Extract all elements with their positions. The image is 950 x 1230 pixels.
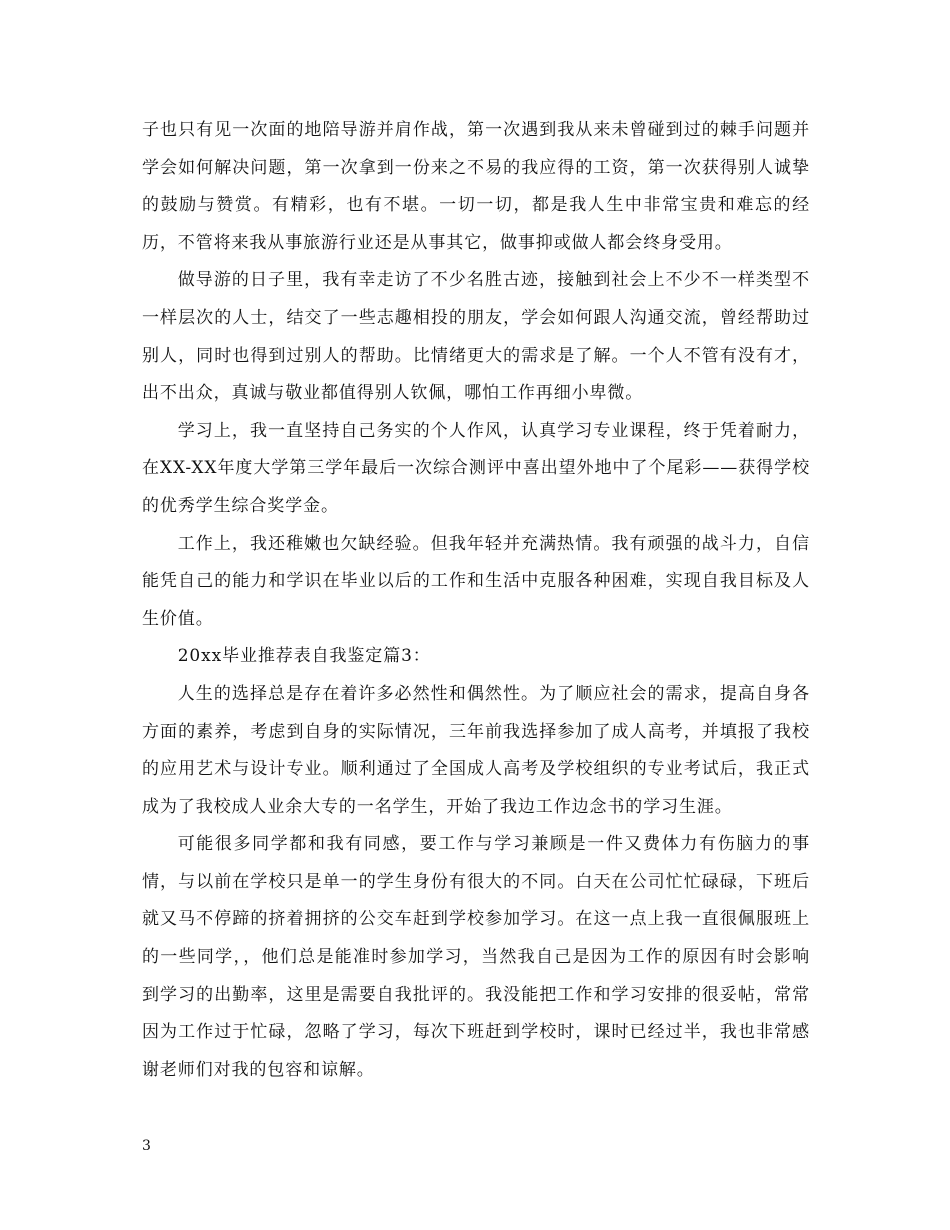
paragraph-tour-guide: 做导游的日子里，我有幸走访了不少名胜古迹，接触到社会上不少不一样类型不一样层次的人士，结交了一些志趣相投的朋友，学会如何跟人沟通交流，曾经帮助过别人，同时也得到过别人的帮助。比情绪更大的需求是了解。一个人不管有没有才，出不出众，真诚与敬业都值得别人钦佩，哪怕工作再细小卑微。 — [142, 270, 810, 404]
paragraph-study: 学习上，我一直坚持自己务实的个人作风，认真学习专业课程，终于凭着耐力，在XX-XX年度大学第三学年最后一次综合测评中喜出望外地中了个尾彩——获得学校的优秀学生综合奖学金。 — [142, 420, 810, 516]
paragraph-life-choice: 人生的选择总是存在着许多必然性和偶然性。为了顺应社会的需求，提高自身各方面的素养，考虑到自身的实际情况，三年前我选择参加了成人高考，并填报了我校的应用艺术与设计专业。顺利通过了全国成人高考及学校组织的专业考试后，我正式成为了我校成人业余大专的一名学生，开始了我边工作边念书的学习生涯。 — [142, 683, 810, 817]
paragraph-work: 工作上，我还稚嫩也欠缺经验。但我年轻并充满热情。我有顽强的战斗力，自信能凭自己的能力和学识在毕业以后的工作和生活中克服各种困难，实现自我目标及人生价值。 — [142, 533, 810, 629]
paragraph-work-study-balance: 可能很多同学都和我有同感，要工作与学习兼顾是一件又费体力有伤脑力的事情，与以前在学校只是单一的学生身份有很大的不同。白天在公司忙忙碌碌，下班后就又马不停蹄的挤着拥挤的公交车赶到学校参加学习。在这一点上我一直很佩服班上的一些同学，，他们总是能准时参加学习，当然我自己是因为工作的原因有时会影响到学习的出勤率，这里是需要自我批评的。我没能把工作和学习安排的很妥帖，常常因为工作过于忙碌，忽略了学习，每次下班赶到学校时，课时已经过半，我也非常感谢老师们对我的包容和谅解。 — [142, 834, 810, 1080]
section-heading: 20xx毕业推荐表自我鉴定篇3： — [177, 646, 431, 667]
document-body — [142, 112, 810, 1089]
page-number: 3 — [142, 1138, 151, 1154]
paragraph-continued: 子也只有见一次面的地陪导游并肩作战，第一次遇到我从来未曾碰到过的棘手问题并学会如何解决问题，第一次拿到一份来之不易的我应得的工资，第一次获得别人诚挚的鼓励与赞赏。有精彩，也有不堪。一切一切，都是我人生中非常宝贵和难忘的经历，不管将来我从事旅游行业还是从事其它，做事抑或做人都会终身受用。 — [142, 120, 810, 253]
